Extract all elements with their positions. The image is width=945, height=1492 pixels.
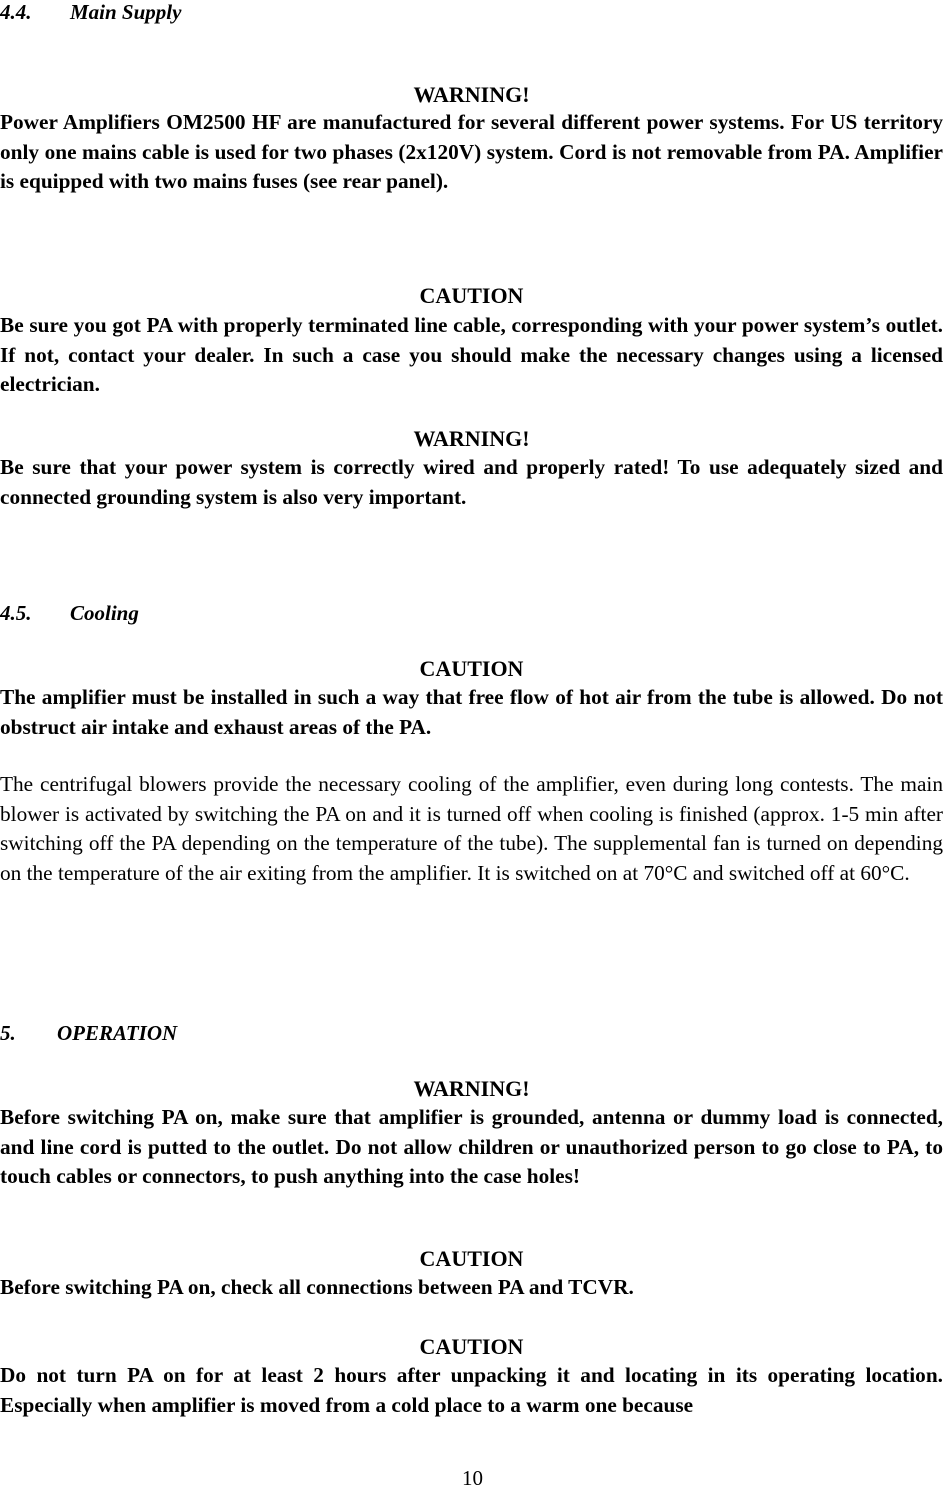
warning-paragraph: Before switching PA on, make sure that amplifier is grounded, antenna or dummy load is connected, and line cord is putted to the outlet. Do not allow children or unauthorized person to go close to PA, to touch cables or connectors, to push anything into the case holes!: [0, 1105, 943, 1188]
caution-paragraph: Be sure you got PA with properly terminated line cable, corresponding with your power system’s outlet. If not, contact your dealer. In such a case you should make the necessary changes using a licensed electrician.: [0, 313, 943, 396]
caution-paragraph: The amplifier must be installed in such a way that free flow of hot air from the tube is allowed. Do not obstruct air intake and exhaust areas of the PA.: [0, 685, 943, 739]
section-number: 5.: [0, 1021, 16, 1045]
warning-label: WARNING!: [413, 1076, 530, 1101]
caution-label: CAUTION: [419, 1334, 524, 1359]
section-title: OPERATION: [57, 1021, 178, 1045]
caution-label: CAUTION: [419, 1246, 524, 1271]
warning-paragraph: Be sure that your power system is correctly wired and properly rated! To use adequately sized and connected grounding system is also very important.: [0, 455, 943, 509]
section-title: Cooling: [70, 601, 139, 625]
section-number: 4.4.: [0, 0, 32, 24]
page-number: 10: [462, 1466, 483, 1490]
section-heading-4-4: [0, 0, 181, 24]
section-number: 4.5.: [0, 601, 32, 625]
section-heading-4-5: [0, 601, 139, 625]
caution-paragraph: Before switching PA on, check all connections between PA and TCVR.: [0, 1275, 634, 1299]
warning-label: WARNING!: [413, 82, 530, 107]
section-heading-5: [0, 1021, 177, 1045]
caution-paragraph: Do not turn PA on for at least 2 hours after unpacking it and locating in its operating location. Especially when amplifier is moved from a cold place to a warm one because: [0, 1363, 943, 1417]
section-title: Main Supply: [70, 0, 182, 24]
caution-label: CAUTION: [419, 656, 524, 681]
warning-paragraph: Power Amplifiers OM2500 HF are manufactured for several different power systems. For US territory only one mains cable is used for two phases (2x120V) system. Cord is not removable from PA. Amplifier is equipped with two mains fuses (see rear panel).: [0, 110, 943, 193]
caution-label: CAUTION: [419, 283, 524, 308]
warning-label: WARNING!: [413, 426, 530, 451]
cooling-paragraph: The centrifugal blowers provide the necessary cooling of the amplifier, even during long contests. The main blower is activated by switching the PA on and it is turned off when cooling is finished (approx. 1-5 min after switching off the PA depending on the temperature of the tube). The supplemental fan is turned on depending on the temperature of the air exiting from the amplifier. It is switched on at 70°C and switched off at 60°C.: [0, 772, 943, 885]
